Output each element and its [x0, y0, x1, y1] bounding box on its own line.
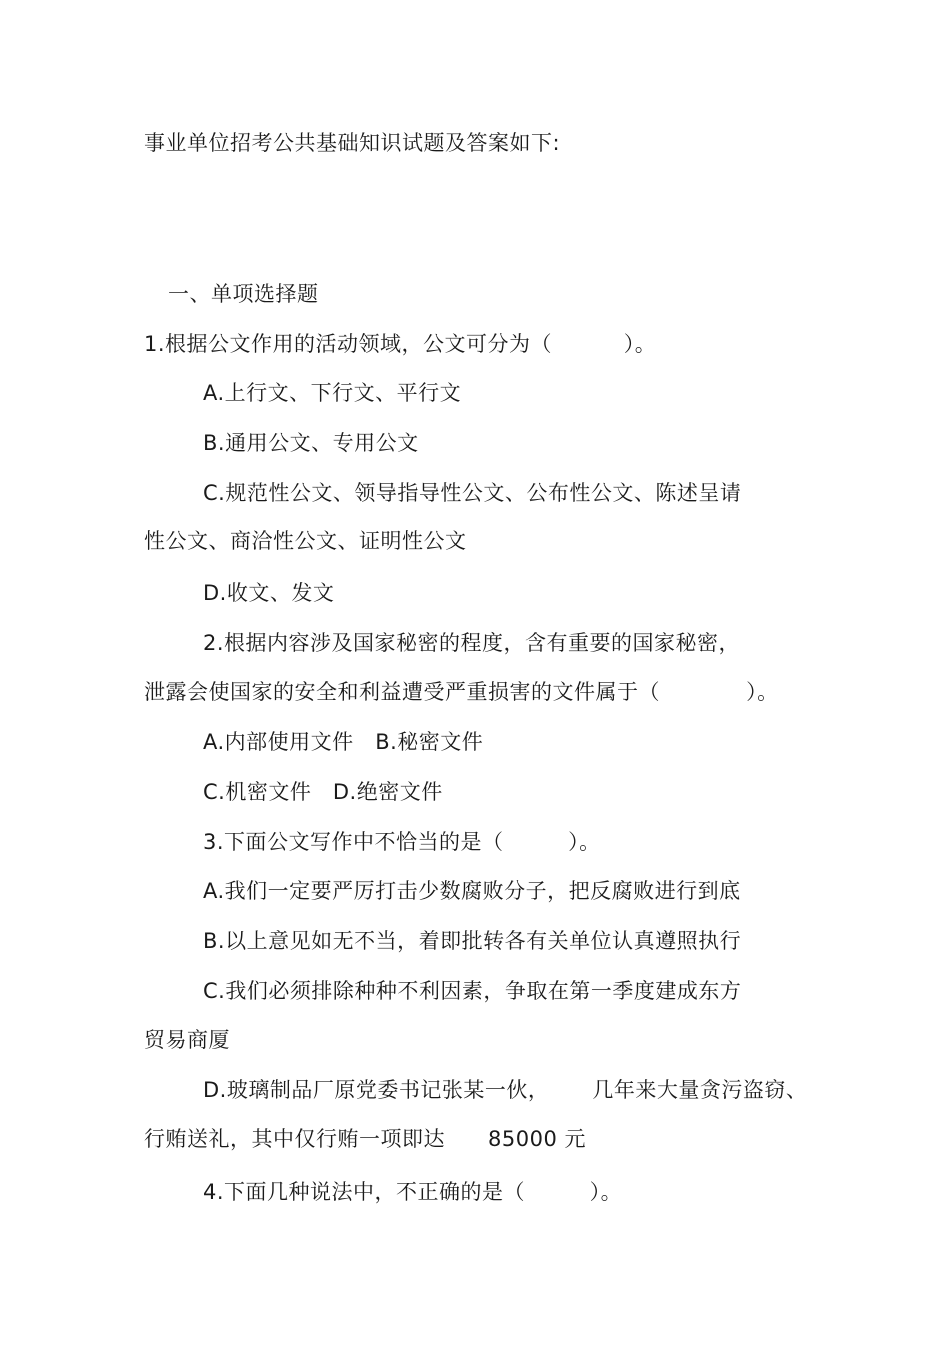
- intro-text: 事业单位招考公共基础知识试题及答案如下:: [144, 131, 561, 155]
- question-2-stem-line2: 泄露会使国家的安全和利益遭受严重损害的文件属于（ ）。: [144, 680, 779, 704]
- question-3-option-d-line2: 行贿送礼，其中仅行贿一项即达 85000 元: [144, 1127, 587, 1151]
- question-3-option-a: A.我们一定要严厉打击少数腐败分子，把反腐败进行到底: [203, 879, 741, 903]
- question-3-stem: 3.下面公文写作中不恰当的是（ ）。: [203, 830, 601, 854]
- question-3-option-c-line2: 贸易商厦: [144, 1028, 230, 1052]
- question-3-option-b: B.以上意见如无不当，着即批转各有关单位认真遵照执行: [203, 929, 742, 953]
- question-1-option-c-line2: 性公文、商洽性公文、证明性公文: [144, 529, 467, 553]
- question-1-stem: 1.根据公文作用的活动领域，公文可分为（ ）。: [144, 332, 657, 356]
- question-2-options-cd: C.机密文件 D.绝密文件: [203, 780, 443, 804]
- section-title: 一、单项选择题: [168, 282, 319, 306]
- question-1-option-d: D.收文、发文: [203, 581, 335, 605]
- question-3-option-c-line1: C.我们必须排除种种不利因素，争取在第一季度建成东方: [203, 979, 742, 1003]
- question-4-stem: 4.下面几种说法中，不正确的是（ ）。: [203, 1180, 623, 1204]
- question-1-option-a: A.上行文、下行文、平行文: [203, 381, 462, 405]
- question-1-option-c-line1: C.规范性公文、领导指导性公文、公布性公文、陈述呈请: [203, 481, 742, 505]
- question-2-stem-line1: 2.根据内容涉及国家秘密的程度，含有重要的国家秘密，: [203, 631, 741, 655]
- question-2-options-ab: A.内部使用文件 B.秘密文件: [203, 730, 484, 754]
- question-1-option-b: B.通用公文、专用公文: [203, 431, 419, 455]
- question-3-option-d-line1: D.玻璃制品厂原党委书记张某一伙， 几年来大量贪污盗窃、: [203, 1078, 808, 1102]
